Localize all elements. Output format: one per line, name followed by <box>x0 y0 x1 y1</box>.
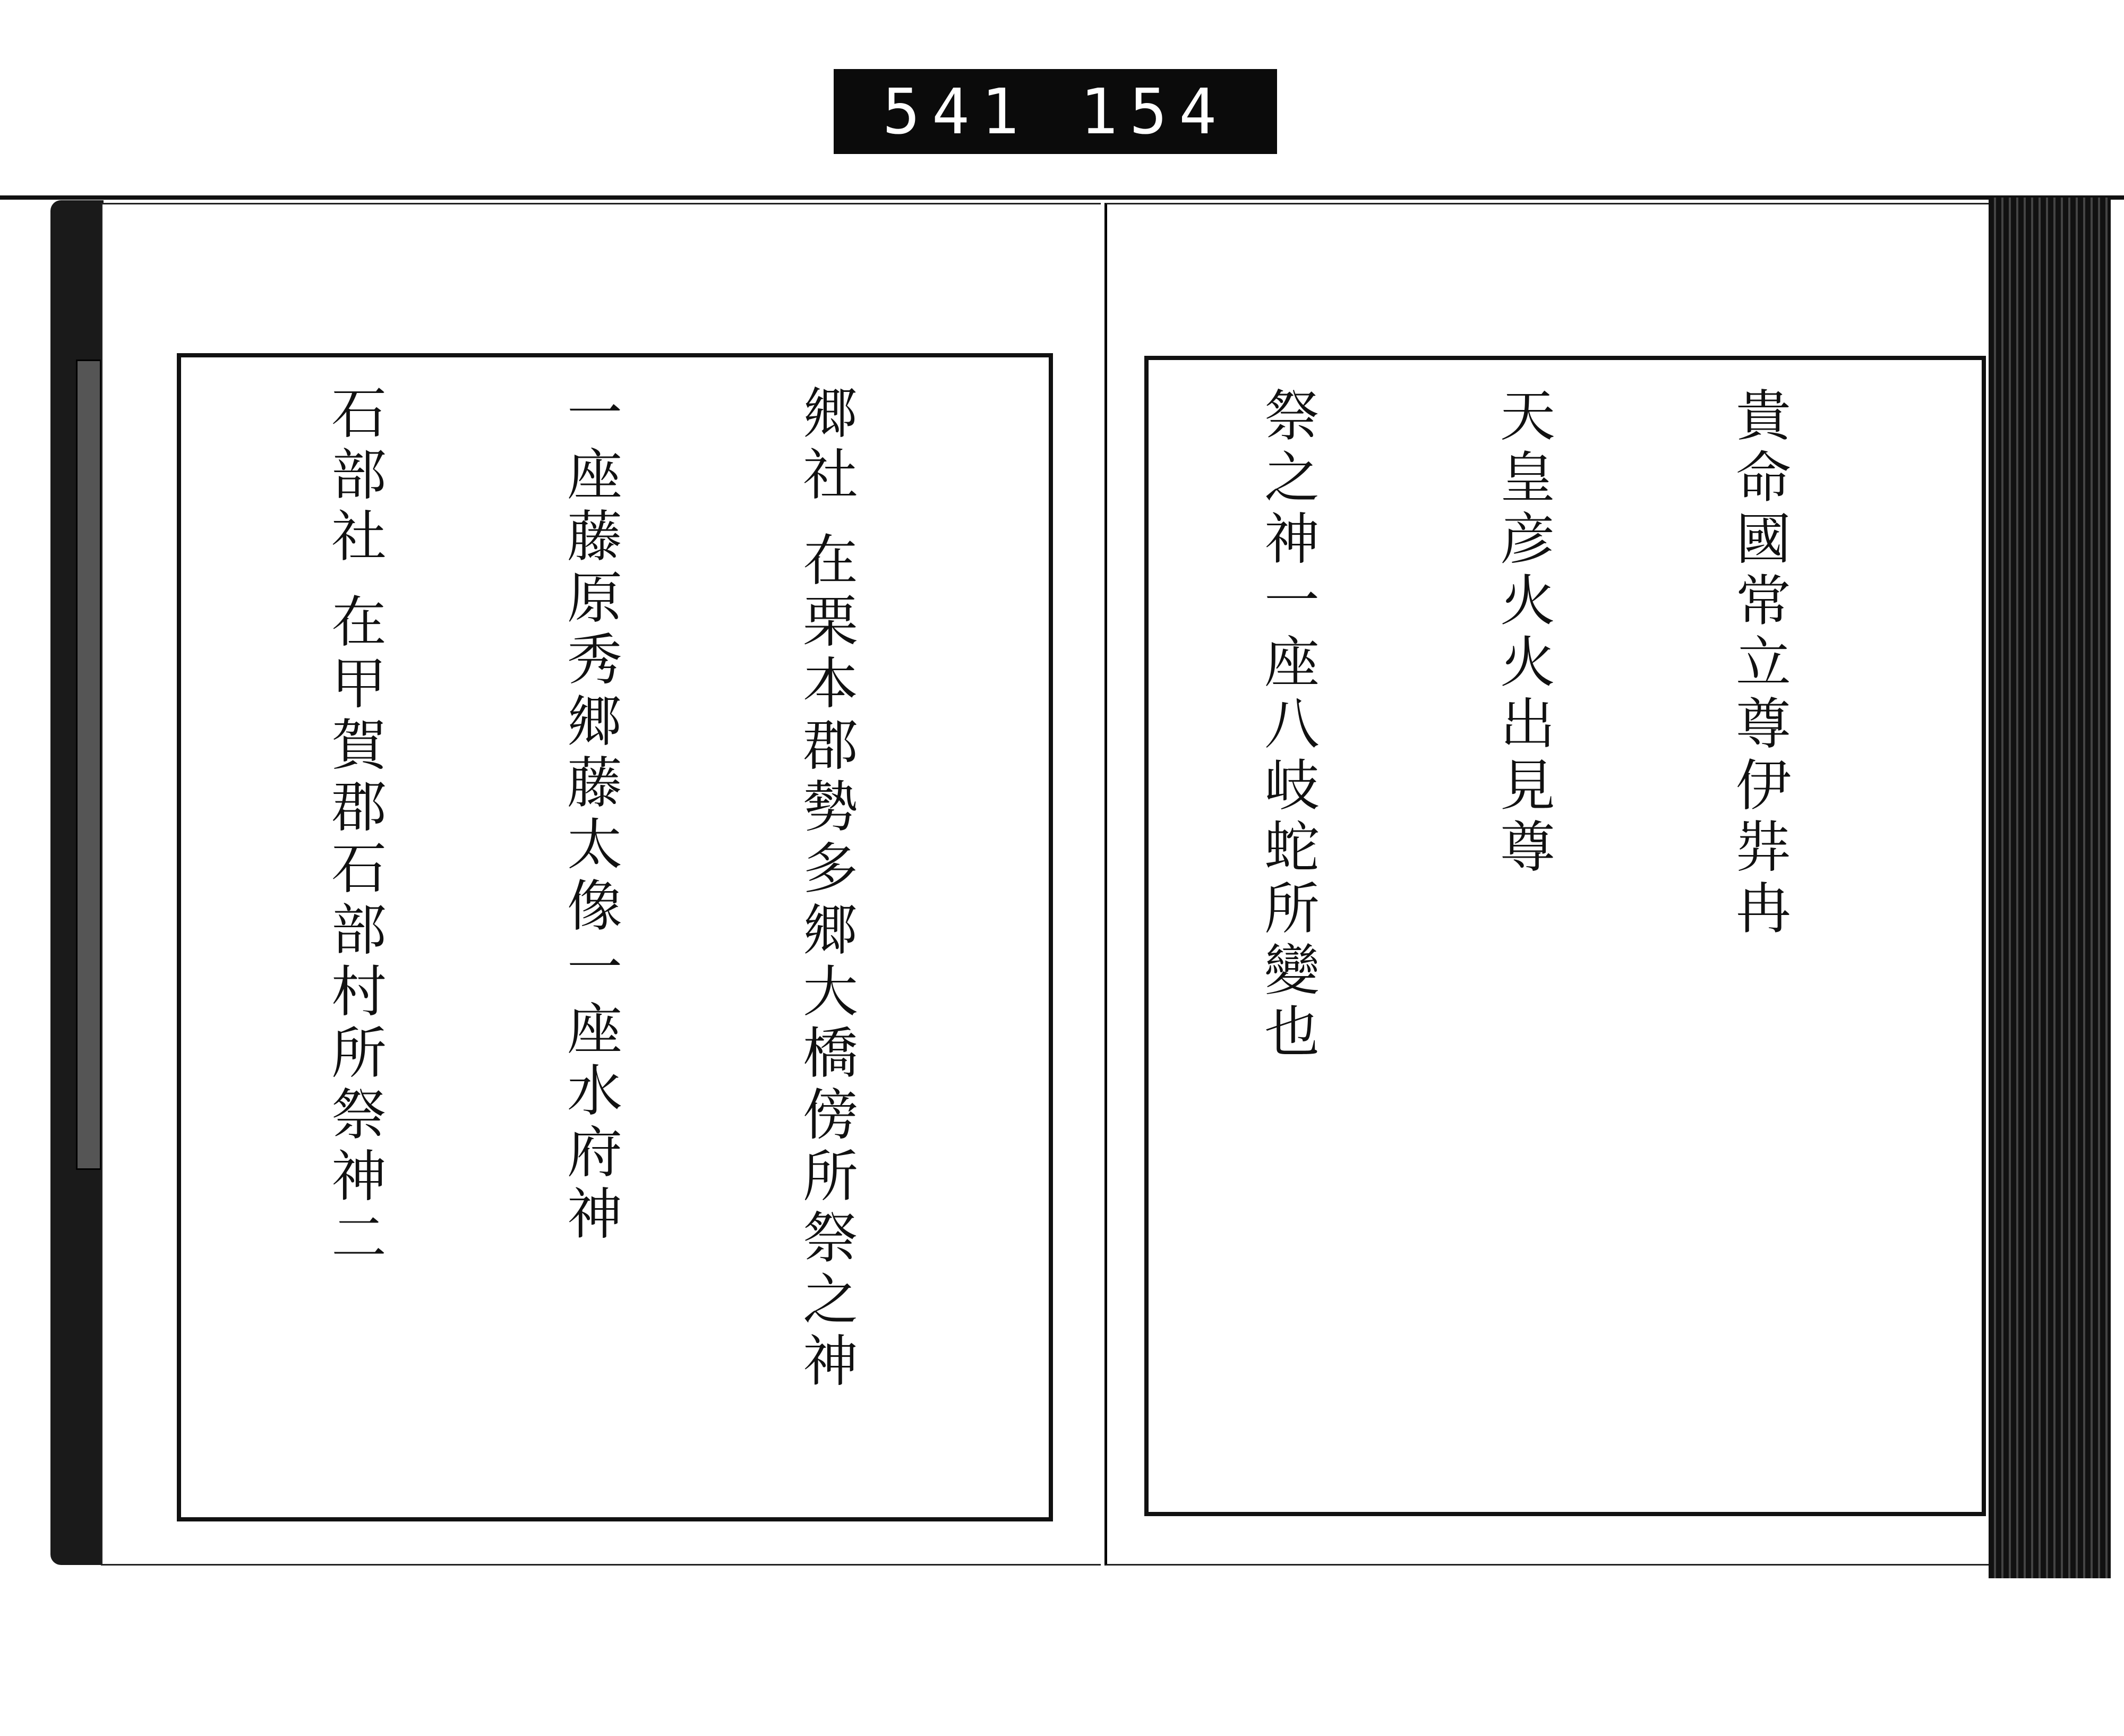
text-column: 祭之神一座八岐蛇所變也 <box>1255 387 1320 1064</box>
text-column: 石部社 在甲賀郡石部村所祭神二 <box>322 384 387 1271</box>
left-text-frame <box>177 353 1053 1521</box>
left-binding-edge <box>50 200 104 1565</box>
text-column: 貴命國常立尊伊弉冉 <box>1726 387 1791 941</box>
left-text-block <box>208 384 1022 1496</box>
text-column: 一座藤原秀郷藤太像一座水府神 <box>558 384 622 1246</box>
book-spread <box>50 198 2111 1578</box>
text-column: 郷社 在栗本郡勢多郷大橋傍所祭之神 <box>793 384 858 1394</box>
catalog-label: 541 154 <box>834 69 1277 154</box>
left-page <box>101 203 1101 1566</box>
right-text-block <box>1175 387 1955 1491</box>
text-column: 天皇彦火火出見尊 <box>1491 387 1555 879</box>
right-page <box>1104 203 1995 1566</box>
right-binding-edge <box>1989 198 2111 1578</box>
spine-title-slip <box>76 360 101 1170</box>
right-text-frame <box>1144 356 1986 1516</box>
